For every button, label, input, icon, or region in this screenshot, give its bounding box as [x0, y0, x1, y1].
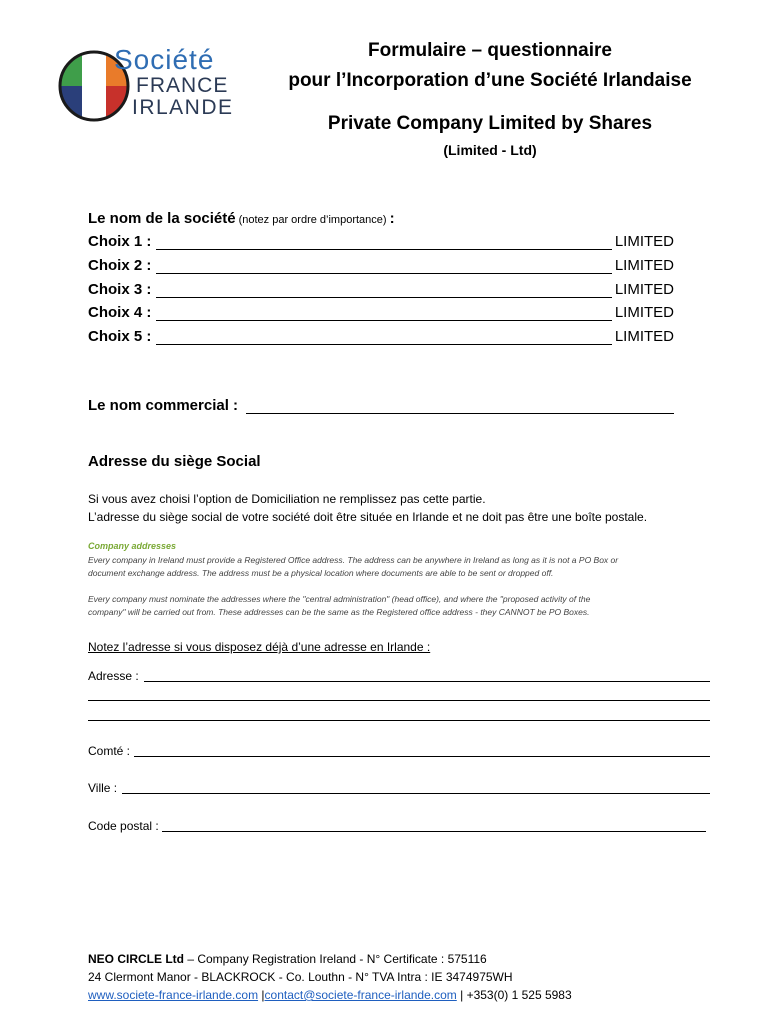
name-choice-row — [88, 233, 678, 253]
info-2-line-2: company" will be carried out from. These addresses can be the same as the Registered office address - they CANNOT be PO Boxes. — [88, 607, 590, 617]
postcode-label: Code postal : — [88, 819, 159, 833]
name-choice-row — [88, 304, 678, 324]
domiciliation-note: Si vous avez choisi l’option de Domiciliation ne remplissez pas cette partie. — [88, 492, 486, 506]
choice-3-input-line[interactable] — [156, 297, 612, 298]
footer-registration: – Company Registration Ireland - N° Certificate : 575116 — [184, 952, 487, 966]
address-input-line[interactable] — [144, 681, 710, 682]
choice-1-input-line[interactable] — [156, 249, 612, 250]
registered-office-heading: Adresse du siège Social — [88, 453, 261, 470]
choice-suffix: LIMITED — [614, 328, 674, 345]
address-label: Adresse : — [88, 669, 139, 683]
choice-2-input-line[interactable] — [156, 273, 612, 274]
company-addresses-heading: Company addresses — [88, 541, 177, 551]
form-title-line2: pour l’Incorporation d’une Société Irlandaise — [288, 70, 692, 91]
address-input-line-3[interactable] — [88, 720, 710, 721]
commercial-name-label: Le nom commercial : — [88, 397, 239, 414]
company-addresses-info-1 — [88, 554, 708, 580]
company-name-colon: : — [389, 210, 395, 227]
info-1-line-1: Every company in Ireland must provide a Registered Office address. The address can be anywhere in Ireland as long as it is not a PO Box or — [88, 555, 619, 565]
logo-text-societe: Société — [114, 44, 215, 75]
choice-suffix: LIMITED — [614, 281, 674, 298]
footer-company-name: NEO CIRCLE Ltd — [88, 952, 184, 966]
company-addresses-info-2 — [88, 593, 708, 619]
form-subtitle-note: (Limited - Ltd) — [443, 142, 537, 158]
info-2-line-1: Every company must nominate the addresses where the "central administration" (head office), and where the "proposed activity of the — [88, 594, 591, 604]
postcode-field — [88, 819, 710, 835]
company-name-label-text: Le nom de la société — [88, 210, 236, 227]
choice-label: Choix 5 : — [88, 328, 152, 345]
website-link[interactable]: www.societe-france-irlande.com — [88, 988, 259, 1002]
commercial-name-row — [88, 397, 678, 419]
choice-suffix: LIMITED — [614, 233, 674, 250]
county-input-line[interactable] — [134, 756, 710, 757]
choice-label: Choix 2 : — [88, 257, 152, 274]
city-field — [88, 781, 710, 797]
address-input-line-2[interactable] — [88, 700, 710, 701]
county-label: Comté : — [88, 744, 131, 758]
logo-text-france: FRANCE — [136, 74, 229, 97]
email-link[interactable]: contact@societe-france-irlande.com — [264, 988, 457, 1002]
existing-address-instruction: Notez l’adresse si vous disposez déjà d’une adresse en Irlande : — [88, 640, 431, 654]
footer-address: 24 Clermont Manor - BLACKROCK - Co. Louthn - N° TVA Intra : IE 3474975WH — [88, 970, 513, 984]
address-field — [88, 669, 710, 685]
company-name-note: (notez par ordre d’importance) — [235, 214, 390, 226]
city-input-line[interactable] — [122, 793, 710, 794]
commercial-name-input-line[interactable] — [246, 413, 674, 414]
company-logo — [56, 46, 256, 128]
postcode-input-line[interactable] — [162, 831, 706, 832]
name-choice-row — [88, 328, 678, 348]
address-requirement-note: L’adresse du siège social de votre société doit être située en Irlande et ne doit pas être une boîte postale. — [88, 510, 648, 524]
footer-phone: | +353(0) 1 525 5983 — [456, 988, 572, 1002]
form-title-line1: Formulaire – questionnaire — [368, 40, 612, 61]
name-choice-row — [88, 281, 678, 301]
choice-suffix: LIMITED — [614, 304, 674, 321]
choice-label: Choix 1 : — [88, 233, 152, 250]
county-field — [88, 744, 710, 760]
choice-5-input-line[interactable] — [156, 344, 612, 345]
company-name-label — [88, 210, 395, 227]
choice-suffix: LIMITED — [614, 257, 674, 274]
city-label: Ville : — [88, 781, 118, 795]
form-subtitle: Private Company Limited by Shares — [327, 113, 653, 134]
footer-contact-line — [88, 988, 572, 1002]
info-1-line-2: document exchange address. The address must be a physical location where documents are able to be sent or dropped off. — [88, 568, 554, 578]
choice-label: Choix 4 : — [88, 304, 152, 321]
choice-label: Choix 3 : — [88, 281, 152, 298]
name-choice-row — [88, 257, 678, 277]
logo-text-irlande: IRLANDE — [132, 96, 234, 119]
footer-company-line — [88, 952, 487, 966]
footer-separator: | — [258, 988, 265, 1002]
choice-4-input-line[interactable] — [156, 320, 612, 321]
